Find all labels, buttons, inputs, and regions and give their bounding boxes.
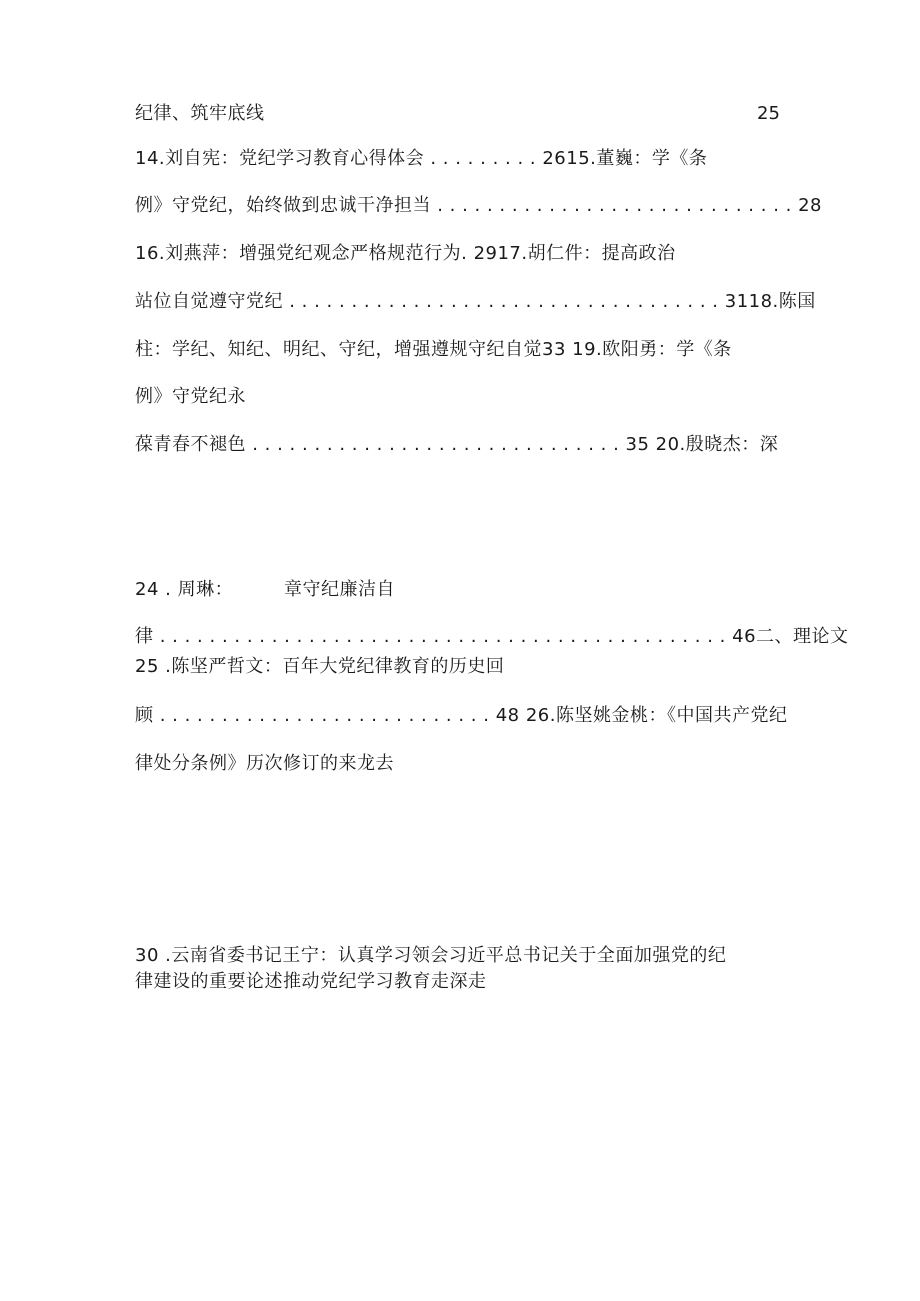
toc-line-11: 25 .陈坚严哲文：百年大党纪律教育的历史回 xyxy=(135,656,505,677)
toc-line-4: 16.刘燕萍：增强党纪观念严格规范行为. 2917.胡仁件：提高政治 xyxy=(135,243,676,264)
toc-line-3: 例》守党纪，始终做到忠诚干净担当 . . . . . . . . . . . . . . . . . . . . . . . . . . . . . 28 xyxy=(135,195,822,216)
toc-line-14: 30 .云南省委书记王宁：认真学习领会习近平总书记关于全面加强党的纪 xyxy=(135,945,727,966)
toc-line-7: 例》守党纪永 xyxy=(135,386,246,407)
toc-line-12: 顾 . . . . . . . . . . . . . . . . . . . . . . . . . . . 48 26.陈坚姚金桃：《中国共产党纪 xyxy=(135,705,788,726)
toc-line-13: 律处分条例》历次修订的来龙去 xyxy=(135,753,394,774)
toc-line-5: 站位自觉遵守党纪 . . . . . . . . . . . . . . . . . . . . . . . . . . . . . . . . . . . 3118.陈国 xyxy=(135,291,816,312)
toc-line-10: 律 . . . . . . . . . . . . . . . . . . . . . . . . . . . . . . . . . . . . . . . . . . . . . . 46二、理论文 xyxy=(135,626,849,647)
toc-line-8: 葆青春不褪色 . . . . . . . . . . . . . . . . . . . . . . . . . . . . . . 35 20.殷晓杰：深 xyxy=(135,434,779,455)
toc-line-6: 柱：学纪、知纪、明纪、守纪，增强遵规守纪自觉33 19.欧阳勇：学《条 xyxy=(135,339,732,360)
toc-line-1: 纪律、筑牢底线 xyxy=(135,103,265,124)
toc-line-2: 14.刘自宪：党纪学习教育心得体会 . . . . . . . . . 2615.董巍：学《条 xyxy=(135,148,708,169)
toc-page-number: 25 xyxy=(757,103,780,124)
toc-line-15: 律建设的重要论述推动党纪学习教育走深走 xyxy=(135,971,487,992)
toc-line-9-title: 章守纪廉洁自 xyxy=(284,579,395,600)
toc-line-9-number: 24 . 周琳： xyxy=(135,579,234,600)
